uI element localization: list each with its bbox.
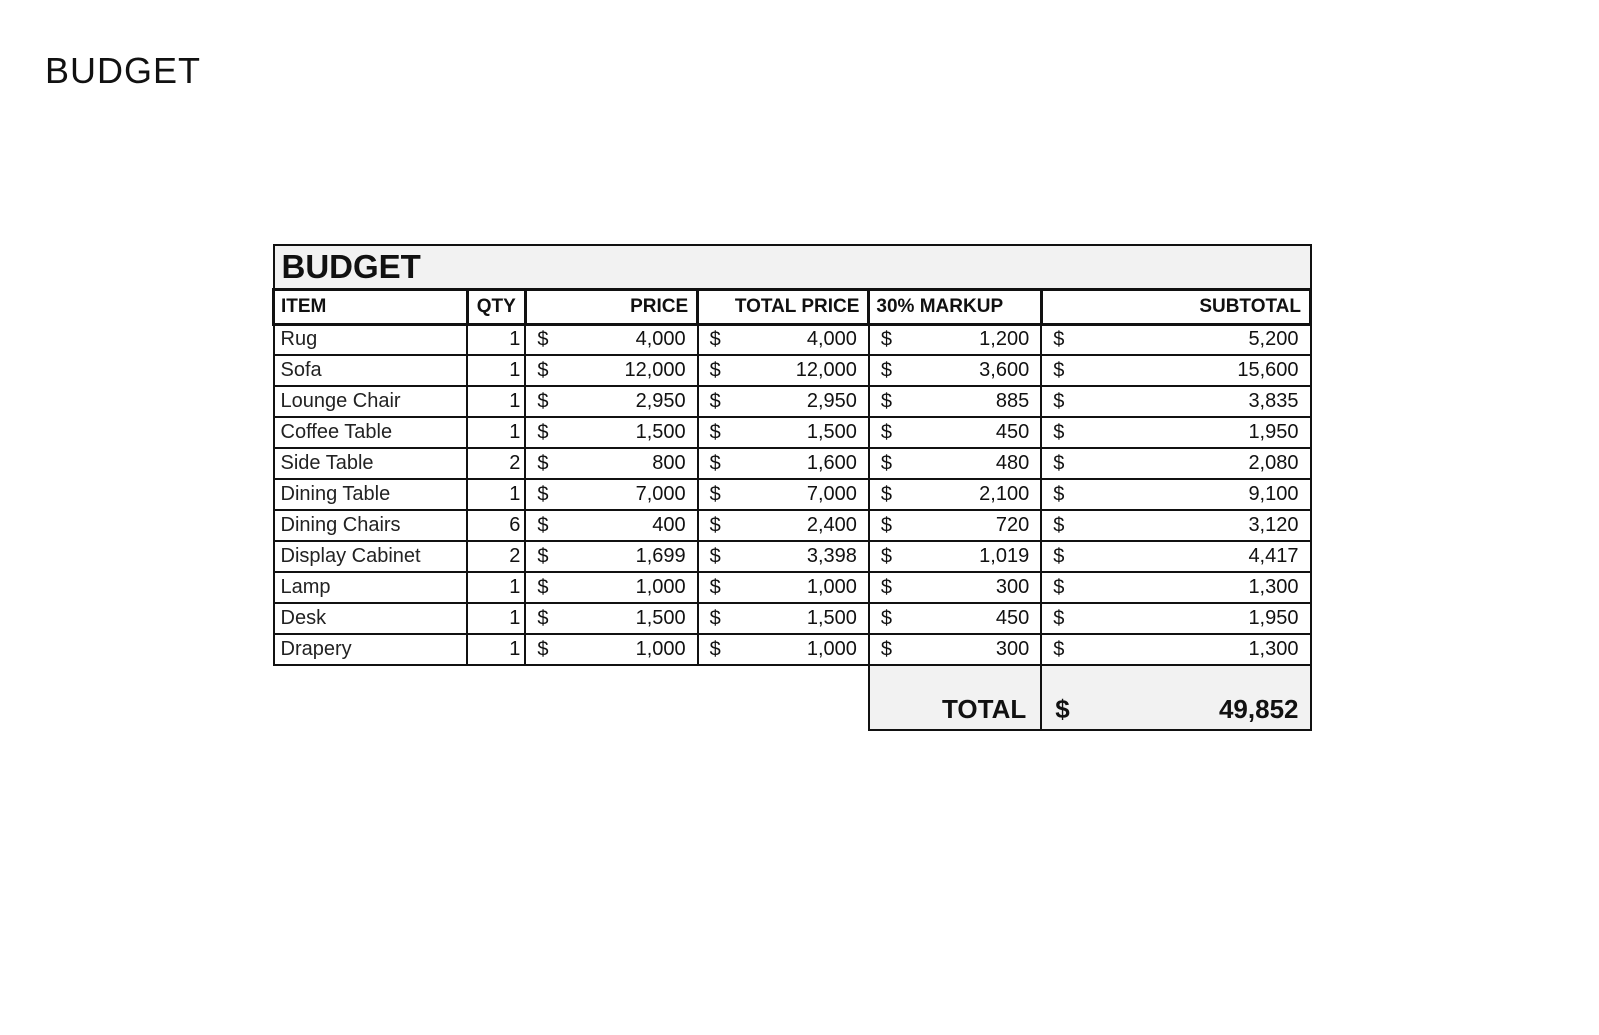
- item-price: 1,000: [635, 576, 686, 598]
- currency-symbol: $: [880, 483, 893, 505]
- currency-symbol: $: [537, 421, 549, 443]
- item-markup-cell: [869, 479, 1041, 510]
- item-name: Display Cabinet: [274, 541, 468, 572]
- item-price-cell: [525, 634, 697, 665]
- currency-symbol: $: [1053, 483, 1065, 505]
- item-total-price: 1,000: [806, 638, 857, 660]
- currency-symbol: $: [709, 328, 721, 351]
- table-row: [274, 355, 1311, 386]
- currency-symbol: $: [709, 421, 721, 443]
- item-total-price: 7,000: [806, 483, 857, 505]
- item-price-cell: [525, 541, 697, 572]
- item-subtotal-cell: [1041, 510, 1310, 541]
- item-markup-cell: [869, 448, 1041, 479]
- currency-symbol: $: [709, 514, 721, 536]
- currency-symbol: $: [709, 452, 721, 474]
- item-total-price: 2,950: [806, 390, 857, 412]
- item-markup: 300: [995, 638, 1030, 660]
- item-price-cell: [525, 386, 697, 417]
- item-total-price: 3,398: [806, 545, 857, 567]
- item-name: Desk: [274, 603, 468, 634]
- item-price: 1,500: [635, 421, 686, 443]
- item-name: Rug: [274, 324, 468, 355]
- item-total-price: 4,000: [806, 328, 857, 351]
- item-total-price-cell: [698, 634, 869, 665]
- currency-symbol: $: [1053, 328, 1065, 351]
- total-row-spacer: [274, 665, 869, 730]
- column-header-total-price: TOTAL PRICE: [698, 289, 869, 324]
- currency-symbol: $: [1053, 421, 1065, 443]
- item-subtotal-cell: [1041, 386, 1310, 417]
- table-row: [274, 448, 1311, 479]
- item-price: 7,000: [635, 483, 686, 505]
- table-title-row: [274, 245, 1311, 289]
- currency-symbol: $: [537, 576, 549, 598]
- item-markup-cell: [869, 634, 1041, 665]
- item-qty: 2: [467, 541, 525, 572]
- table-body: [274, 324, 1311, 665]
- column-header-qty: QTY: [467, 289, 525, 324]
- item-price: 1,699: [635, 545, 686, 567]
- currency-symbol: $: [880, 545, 893, 567]
- item-total-price: 2,400: [806, 514, 857, 536]
- item-total-price: 1,500: [806, 421, 857, 443]
- currency-symbol: $: [537, 483, 549, 505]
- item-total-price-cell: [698, 541, 869, 572]
- item-price: 800: [652, 452, 686, 474]
- item-price-cell: [525, 603, 697, 634]
- total-row: [274, 665, 1311, 730]
- item-markup-cell: [869, 541, 1041, 572]
- item-total-price-cell: [698, 510, 869, 541]
- currency-symbol: $: [709, 483, 721, 505]
- item-total-price-cell: [698, 417, 869, 448]
- item-name: Dining Table: [274, 479, 468, 510]
- currency-symbol: $: [880, 359, 893, 381]
- item-subtotal-cell: [1041, 324, 1310, 355]
- item-total-price-cell: [698, 386, 869, 417]
- item-markup-cell: [869, 324, 1041, 355]
- currency-symbol: $: [880, 576, 893, 598]
- item-subtotal-cell: [1041, 541, 1310, 572]
- item-subtotal: 1,300: [1248, 638, 1299, 660]
- item-total-price-cell: [698, 324, 869, 355]
- item-total-price: 12,000: [795, 359, 857, 381]
- currency-symbol: $: [1053, 607, 1065, 629]
- item-total-price-cell: [698, 603, 869, 634]
- item-subtotal: 3,835: [1248, 390, 1299, 412]
- column-header-price: PRICE: [525, 289, 697, 324]
- item-markup-cell: [869, 355, 1041, 386]
- currency-symbol: $: [1053, 576, 1065, 598]
- item-name: Coffee Table: [274, 417, 468, 448]
- currency-symbol: $: [709, 390, 721, 412]
- currency-symbol: $: [1053, 390, 1065, 412]
- total-currency-symbol: $: [1055, 694, 1070, 724]
- item-subtotal: 3,120: [1248, 514, 1299, 536]
- item-total-price-cell: [698, 479, 869, 510]
- currency-symbol: $: [709, 576, 721, 598]
- item-qty: 1: [467, 634, 525, 665]
- currency-symbol: $: [1053, 638, 1065, 660]
- item-markup: 450: [995, 607, 1030, 629]
- item-name: Dining Chairs: [274, 510, 468, 541]
- item-qty: 1: [467, 355, 525, 386]
- item-subtotal: 1,950: [1248, 607, 1299, 629]
- item-price: 12,000: [624, 359, 686, 381]
- currency-symbol: $: [709, 638, 721, 660]
- table-row: [274, 541, 1311, 572]
- item-price: 400: [652, 514, 686, 536]
- item-price: 1,000: [635, 638, 686, 660]
- table-row: [274, 510, 1311, 541]
- total-value: 49,852: [1218, 694, 1299, 724]
- currency-symbol: $: [709, 359, 721, 381]
- item-price-cell: [525, 510, 697, 541]
- currency-symbol: $: [537, 452, 549, 474]
- total-value-cell: [1041, 665, 1310, 730]
- page-heading: BUDGET: [45, 50, 202, 91]
- currency-symbol: $: [709, 607, 721, 629]
- currency-symbol: $: [880, 452, 893, 474]
- item-markup-cell: [869, 603, 1041, 634]
- table-title: BUDGET: [274, 245, 1311, 289]
- item-markup-cell: [869, 572, 1041, 603]
- item-price-cell: [525, 572, 697, 603]
- item-qty: 1: [467, 572, 525, 603]
- item-total-price: 1,500: [806, 607, 857, 629]
- table-row: [274, 634, 1311, 665]
- item-markup: 3,600: [979, 359, 1030, 381]
- table-header-row: [274, 289, 1311, 324]
- item-price: 4,000: [635, 328, 686, 351]
- item-price-cell: [525, 479, 697, 510]
- item-price-cell: [525, 324, 697, 355]
- item-markup: 1,019: [979, 545, 1030, 567]
- currency-symbol: $: [1053, 359, 1065, 381]
- item-subtotal-cell: [1041, 448, 1310, 479]
- item-markup: 2,100: [979, 483, 1030, 505]
- currency-symbol: $: [1053, 452, 1065, 474]
- item-subtotal: 1,950: [1248, 421, 1299, 443]
- item-total-price-cell: [698, 448, 869, 479]
- table-row: [274, 479, 1311, 510]
- item-subtotal-cell: [1041, 634, 1310, 665]
- currency-symbol: $: [537, 545, 549, 567]
- table-row: [274, 603, 1311, 634]
- item-name: Lounge Chair: [274, 386, 468, 417]
- item-total-price-cell: [698, 355, 869, 386]
- item-subtotal-cell: [1041, 417, 1310, 448]
- currency-symbol: $: [880, 328, 893, 351]
- item-markup: 450: [995, 421, 1030, 443]
- item-qty: 2: [467, 448, 525, 479]
- currency-symbol: $: [880, 514, 893, 536]
- table-row: [274, 572, 1311, 603]
- item-subtotal: 2,080: [1248, 452, 1299, 474]
- currency-symbol: $: [880, 390, 893, 412]
- item-markup-cell: [869, 417, 1041, 448]
- item-markup: 885: [995, 390, 1030, 412]
- currency-symbol: $: [880, 607, 893, 629]
- item-price-cell: [525, 448, 697, 479]
- item-qty: 1: [467, 603, 525, 634]
- item-qty: 1: [467, 386, 525, 417]
- item-subtotal: 1,300: [1248, 576, 1299, 598]
- currency-symbol: $: [880, 421, 893, 443]
- item-subtotal-cell: [1041, 572, 1310, 603]
- item-total-price-cell: [698, 572, 869, 603]
- column-header-subtotal: SUBTOTAL: [1041, 289, 1310, 324]
- currency-symbol: $: [880, 638, 893, 660]
- item-subtotal: 4,417: [1248, 545, 1299, 567]
- currency-symbol: $: [537, 607, 549, 629]
- item-markup-cell: [869, 510, 1041, 541]
- table-row: [274, 386, 1311, 417]
- item-price: 1,500: [635, 607, 686, 629]
- item-qty: 1: [467, 417, 525, 448]
- item-subtotal-cell: [1041, 479, 1310, 510]
- item-name: Sofa: [274, 355, 468, 386]
- item-qty: 6: [467, 510, 525, 541]
- currency-symbol: $: [537, 514, 549, 536]
- column-header-markup: 30% MARKUP: [869, 289, 1041, 324]
- column-header-item: ITEM: [274, 289, 468, 324]
- item-qty: 1: [467, 324, 525, 355]
- total-label: TOTAL: [869, 665, 1041, 730]
- table-row: [274, 324, 1311, 355]
- currency-symbol: $: [537, 638, 549, 660]
- currency-symbol: $: [709, 545, 721, 567]
- currency-symbol: $: [537, 390, 549, 412]
- item-total-price: 1,600: [806, 452, 857, 474]
- item-subtotal: 5,200: [1248, 328, 1299, 351]
- item-name: Side Table: [274, 448, 468, 479]
- budget-table: [272, 244, 1312, 731]
- item-subtotal-cell: [1041, 355, 1310, 386]
- item-markup-cell: [869, 386, 1041, 417]
- item-name: Drapery: [274, 634, 468, 665]
- item-markup: 720: [995, 514, 1030, 536]
- item-subtotal-cell: [1041, 603, 1310, 634]
- item-name: Lamp: [274, 572, 468, 603]
- item-markup: 480: [995, 452, 1030, 474]
- item-qty: 1: [467, 479, 525, 510]
- currency-symbol: $: [1053, 545, 1065, 567]
- item-subtotal: 9,100: [1248, 483, 1299, 505]
- item-markup: 300: [995, 576, 1030, 598]
- currency-symbol: $: [537, 359, 549, 381]
- item-subtotal: 15,600: [1237, 359, 1299, 381]
- item-price: 2,950: [635, 390, 686, 412]
- item-markup: 1,200: [979, 328, 1030, 351]
- table-row: [274, 417, 1311, 448]
- currency-symbol: $: [1053, 514, 1065, 536]
- currency-symbol: $: [537, 328, 549, 351]
- item-total-price: 1,000: [806, 576, 857, 598]
- item-price-cell: [525, 417, 697, 448]
- item-price-cell: [525, 355, 697, 386]
